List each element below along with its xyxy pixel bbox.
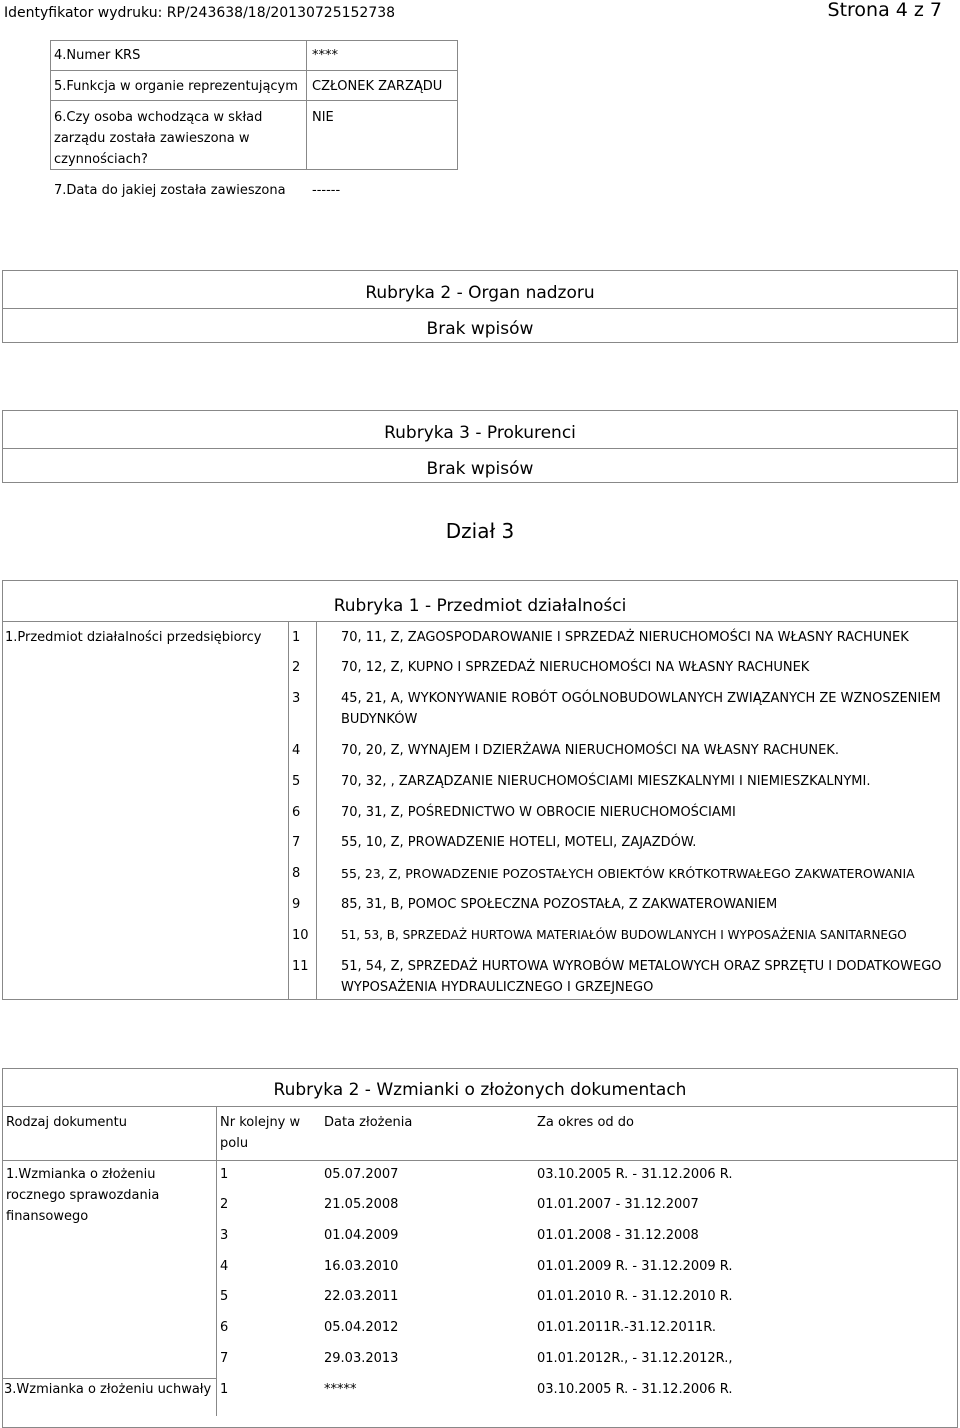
doc-nr: 3 [220, 1228, 229, 1243]
doc-nr: 4 [220, 1259, 229, 1274]
field-value-suspend-date: ------ [312, 183, 341, 198]
activity-num: 1 [292, 630, 301, 645]
activity-num: 5 [292, 774, 301, 789]
doc-date: 05.04.2012 [324, 1320, 399, 1335]
przedmiot-label: 1.Przedmiot działalności przedsiębiorcy [5, 630, 262, 645]
field-value-suspended: NIE [312, 110, 334, 125]
activity-num: 7 [292, 835, 301, 850]
activity-num: 9 [292, 897, 301, 912]
doc-nr: 7 [220, 1351, 229, 1366]
activity-text: 70, 20, Z, WYNAJEM I DZIERŻAWA NIERUCHOMOŚCI NA WŁASNY RACHUNEK. [341, 743, 839, 758]
activity-text: 70, 11, Z, ZAGOSPODAROWANIE I SPRZEDAŻ NIERUCHOMOŚCI NA WŁASNY RACHUNEK [341, 630, 909, 645]
activity-text: 51, 53, B, SPRZEDAŻ HURTOWA MATERIAŁÓW BUDOWLANYCH I WYPOSAŻENIA SANITARNEGO [341, 928, 907, 942]
wzmianki-title: Rubryka 2 - Wzmianki o złożonych dokumentach [273, 1080, 687, 1100]
field-value-function: CZŁONEK ZARZĄDU [312, 79, 443, 94]
doc-nr: 1 [220, 1167, 229, 1182]
field-label-krs: 4.Numer KRS [54, 48, 141, 63]
doc-date: 21.05.2008 [324, 1197, 399, 1212]
doc-date: 22.03.2011 [324, 1289, 399, 1304]
doc-date: 01.04.2009 [324, 1228, 399, 1243]
activity-text: 85, 31, B, POMOC SPOŁECZNA POZOSTAŁA, Z ZAKWATEROWANIEM [341, 897, 778, 912]
field-label-suspended: 6.Czy osoba wchodząca w skład zarządu została zawieszona w czynnościach? [54, 110, 263, 167]
activity-text: 70, 12, Z, KUPNO I SPRZEDAŻ NIERUCHOMOŚCI NA WŁASNY RACHUNEK [341, 660, 810, 675]
activity-text: 70, 32, , ZARZĄDZANIE NIERUCHOMOŚCIAMI MIESZKALNYMI I NIEMIESZKALNYMI. [341, 774, 871, 789]
column-header: Rodzaj dokumentu [6, 1115, 127, 1130]
activity-num: 6 [292, 805, 301, 820]
doc-period: 01.01.2009 R. - 31.12.2009 R. [537, 1259, 733, 1274]
wzmianki-box [2, 1068, 958, 1428]
document-type-label: 3.Wzmianka o złożeniu uchwały [4, 1382, 212, 1397]
doc-nr: 5 [220, 1289, 229, 1304]
page-number: Strona 4 z 7 [827, 0, 942, 21]
organ-nadzoru-title: Rubryka 2 - Organ nadzoru [365, 283, 595, 303]
column-header: Za okres od do [537, 1115, 634, 1130]
activity-num: 10 [292, 928, 309, 943]
activity-text: 70, 31, Z, POŚREDNICTWO W OBROCIE NIERUCHOMOŚCIAMI [341, 805, 736, 820]
doc-period: 01.01.2012R., - 31.12.2012R., [537, 1351, 733, 1366]
column-header: Data złożenia [324, 1115, 413, 1130]
document-type-label: 1.Wzmianka o złożeniu rocznego sprawozdania finansowego [6, 1167, 160, 1224]
prokurenci-title: Rubryka 3 - Prokurenci [384, 423, 576, 443]
activity-text: 55, 23, Z, PROWADZENIE POZOSTAŁYCH OBIEKTÓW KRÓTKOTRWAŁEGO ZAKWATEROWANIA [341, 866, 915, 881]
activity-text: 55, 10, Z, PROWADZENIE HOTELI, MOTELI, ZAJAZDÓW. [341, 835, 697, 850]
column-header: Nr kolejny w polu [220, 1115, 301, 1151]
activity-num: 2 [292, 660, 301, 675]
doc-nr: 2 [220, 1197, 229, 1212]
prokurenci-empty: Brak wpisów [426, 459, 534, 479]
doc-nr: 1 [220, 1382, 229, 1397]
doc-date: 05.07.2007 [324, 1167, 399, 1182]
activity-num: 8 [292, 866, 301, 881]
doc-period: 03.10.2005 R. - 31.12.2006 R. [537, 1167, 733, 1182]
doc-nr: 6 [220, 1320, 229, 1335]
activity-text: 45, 21, A, WYKONYWANIE ROBÓT OGÓLNOBUDOWLANYCH ZWIĄZANYCH ZE WZNOSZENIEM BUDYNKÓW [341, 691, 941, 727]
activity-num: 3 [292, 691, 301, 706]
doc-date: ***** [324, 1382, 357, 1397]
doc-period: 01.01.2010 R. - 31.12.2010 R. [537, 1289, 733, 1304]
section-title: Dział 3 [445, 519, 515, 543]
field-label-function: 5.Funkcja w organie reprezentującym [54, 79, 298, 94]
doc-period: 01.01.2007 - 31.12.2007 [537, 1197, 699, 1212]
activity-num: 11 [292, 959, 309, 974]
doc-period: 01.01.2008 - 31.12.2008 [537, 1228, 699, 1243]
activity-text: 51, 54, Z, SPRZEDAŻ HURTOWA WYROBÓW METALOWYCH ORAZ SPRZĘTU I DODATKOWEGO WYPOSAŻENIA HYDRAULICZNEGO I GRZEJNEGO [341, 959, 942, 995]
doc-period: 01.01.2011R.-31.12.2011R. [537, 1320, 716, 1335]
field-label-suspend-date: 7.Data do jakiej została zawieszona [54, 183, 286, 198]
organ-nadzoru-empty: Brak wpisów [426, 319, 534, 339]
field-value-krs: **** [312, 48, 338, 63]
print-identifier: Identyfikator wydruku: RP/243638/18/20130725152738 [4, 5, 396, 21]
doc-date: 29.03.2013 [324, 1351, 399, 1366]
activity-num: 4 [292, 743, 301, 758]
doc-period: 03.10.2005 R. - 31.12.2006 R. [537, 1382, 733, 1397]
przedmiot-title: Rubryka 1 - Przedmiot działalności [333, 596, 627, 616]
doc-date: 16.03.2010 [324, 1259, 399, 1274]
